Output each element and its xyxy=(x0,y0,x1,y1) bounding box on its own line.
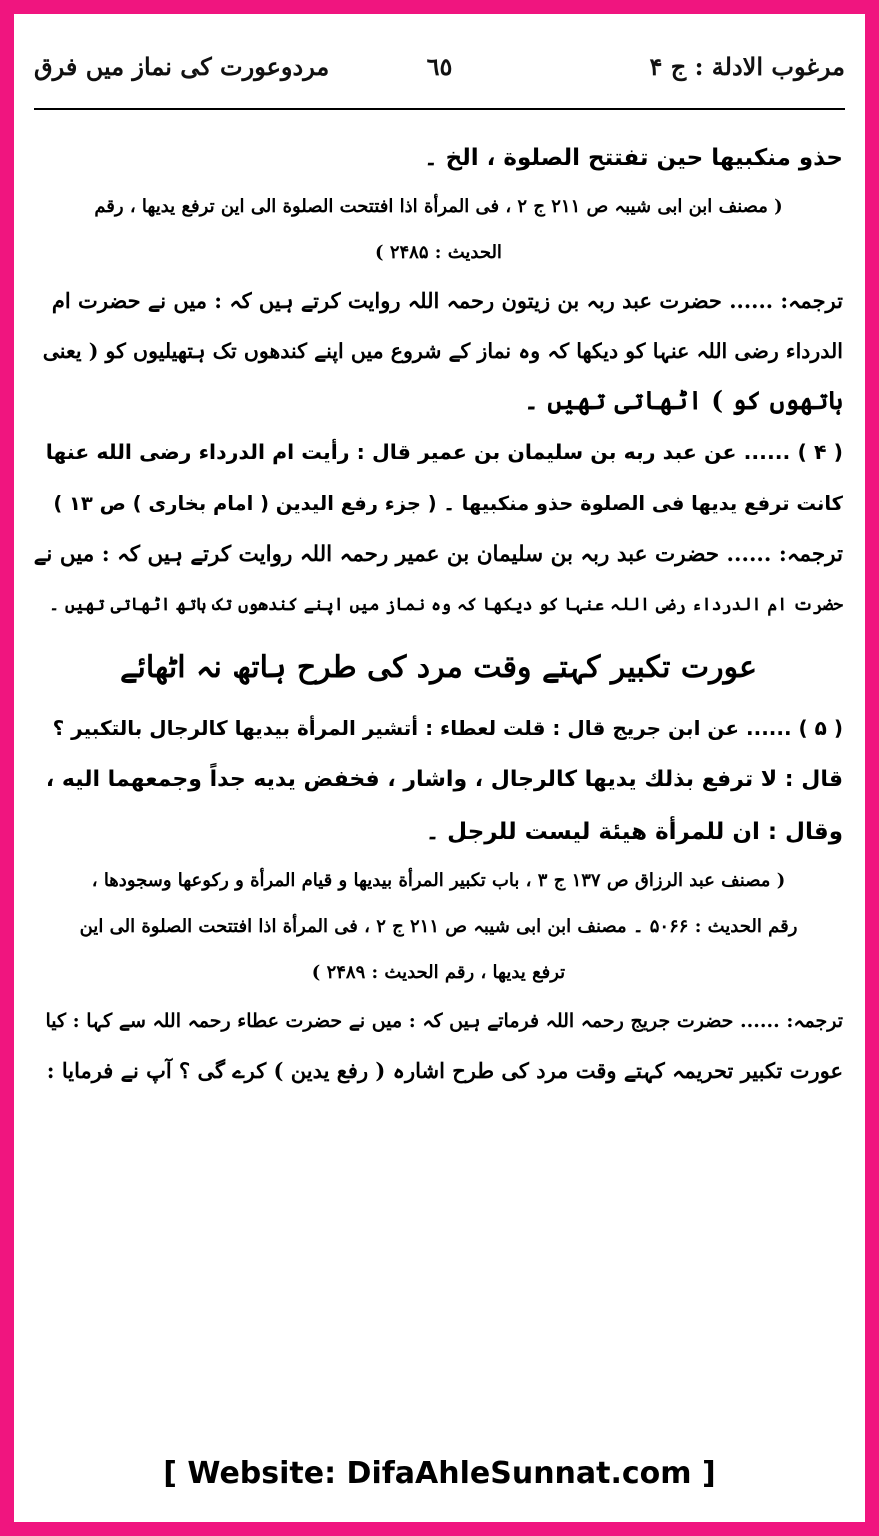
translation-line: ترجمہ: ...... حضرت جریج رحمہ اللہ فرماتے ہیں کہ : میں نے حضرت عطاء رحمہ اللہ سے کہا : کیا xyxy=(45,1010,843,1032)
header-chapter-title: مردوعورت کی نماز میں فرق xyxy=(34,52,330,81)
page-header xyxy=(34,44,845,94)
translation-line: الدرداء رضی اللہ عنہا کو دیکھا کہ وہ نماز کے شروع میں اپنے کندھوں تک ہتھیلیوں کو ( یعنی xyxy=(42,339,843,363)
reference-line: ( مصنف ابن ابی شیبہ ص ۲۱۱ ج ۲ ، فی المرأة اذا افتتحت الصلوة الی این ترفع یدیھا ، رقم xyxy=(94,196,783,217)
header-divider xyxy=(34,108,845,110)
section-heading: عورت تکبیر کہتے وقت مرد کی طرح ہاتھ نہ اٹھائے xyxy=(119,650,758,685)
translation-line: حضرت ام الدرداء رضی اللہ عنہا کو دیکھا کہ وہ نماز میں اپنے کندھوں تک ہاتھ اٹھاتی تھیں ۔ xyxy=(49,595,843,615)
reference-line: رقم الحدیث : ۵۰۶۶ ۔ مصنف ابن ابی شیبہ ص ۲۱۱ ج ۲ ، فی المرأة اذا افتتحت الصلوة الی این xyxy=(79,916,798,937)
header-book-title: مرغوب الادلة : ج ۴ xyxy=(649,52,845,81)
arabic-text-line: ( ۵ ) ...... عن ابن جريج قال : قلت لعطاء : أتشير المرأة بيديها كالرجال بالتكبير ؟ xyxy=(52,716,843,740)
arabic-text-line: قال : لا ترفع بذلك يديها كالرجال ، واشار ، فخفض يديه جداً وجمعهما اليه ، xyxy=(45,767,843,792)
document-body xyxy=(34,132,843,1096)
reference-line: ترفع یدیها ، رقم الحدیث : ۲۴۸۹ ) xyxy=(311,962,566,983)
translation-line: ترجمہ: ...... حضرت عبد ربہ بن زیتون رحمہ اللہ روایت کرتے ہیں کہ : میں نے حضرت ام xyxy=(51,288,843,313)
translation-line: ہاتھوں کو ) اٹھاتی تھیں ۔ xyxy=(523,386,843,415)
reference-line: ( مصنف عبد الرزاق ص ۱۳۷ ج ۳ ، باب تکبیر المرأة بیدیها و قیام المرأة و رکوعها وسجودها ، xyxy=(91,870,786,891)
document-page xyxy=(14,14,865,1522)
reference-line: الحدیث : ۲۴۸۵ ) xyxy=(375,242,502,263)
header-page-number: ٦٥ xyxy=(426,52,453,81)
arabic-text-line: كانت ترفع يديها فى الصلوة حذو منكبيها ۔ ( جزء رفع اليدين ( امام بخاری ) ص ۱۳ ) xyxy=(53,492,843,515)
translation-line: عورت تکبیر تحریمہ کہتے وقت مرد کی طرح اشارہ ( رفع یدین ) کرے گی ؟ آپ نے فرمایا : xyxy=(46,1058,843,1083)
arabic-text-line: حذو منكبيها حين تفتتح الصلوة ، الخ ۔ xyxy=(424,145,843,171)
website-footer: [ Website: DifaAhleSunnat.com ] xyxy=(163,1456,716,1491)
arabic-text-line: ( ۴ ) ...... عن عبد ربه بن سليمان بن عمير قال : رأيت ام الدرداء رضى الله عنها xyxy=(45,440,843,464)
translation-line: ترجمہ: ...... حضرت عبد ربہ بن سلیمان بن عمیر رحمہ اللہ روایت کرتے ہیں کہ : میں نے xyxy=(33,542,843,567)
arabic-text-line: وقال : ان للمرأة هيئة ليست للرجل ۔ xyxy=(425,819,843,845)
